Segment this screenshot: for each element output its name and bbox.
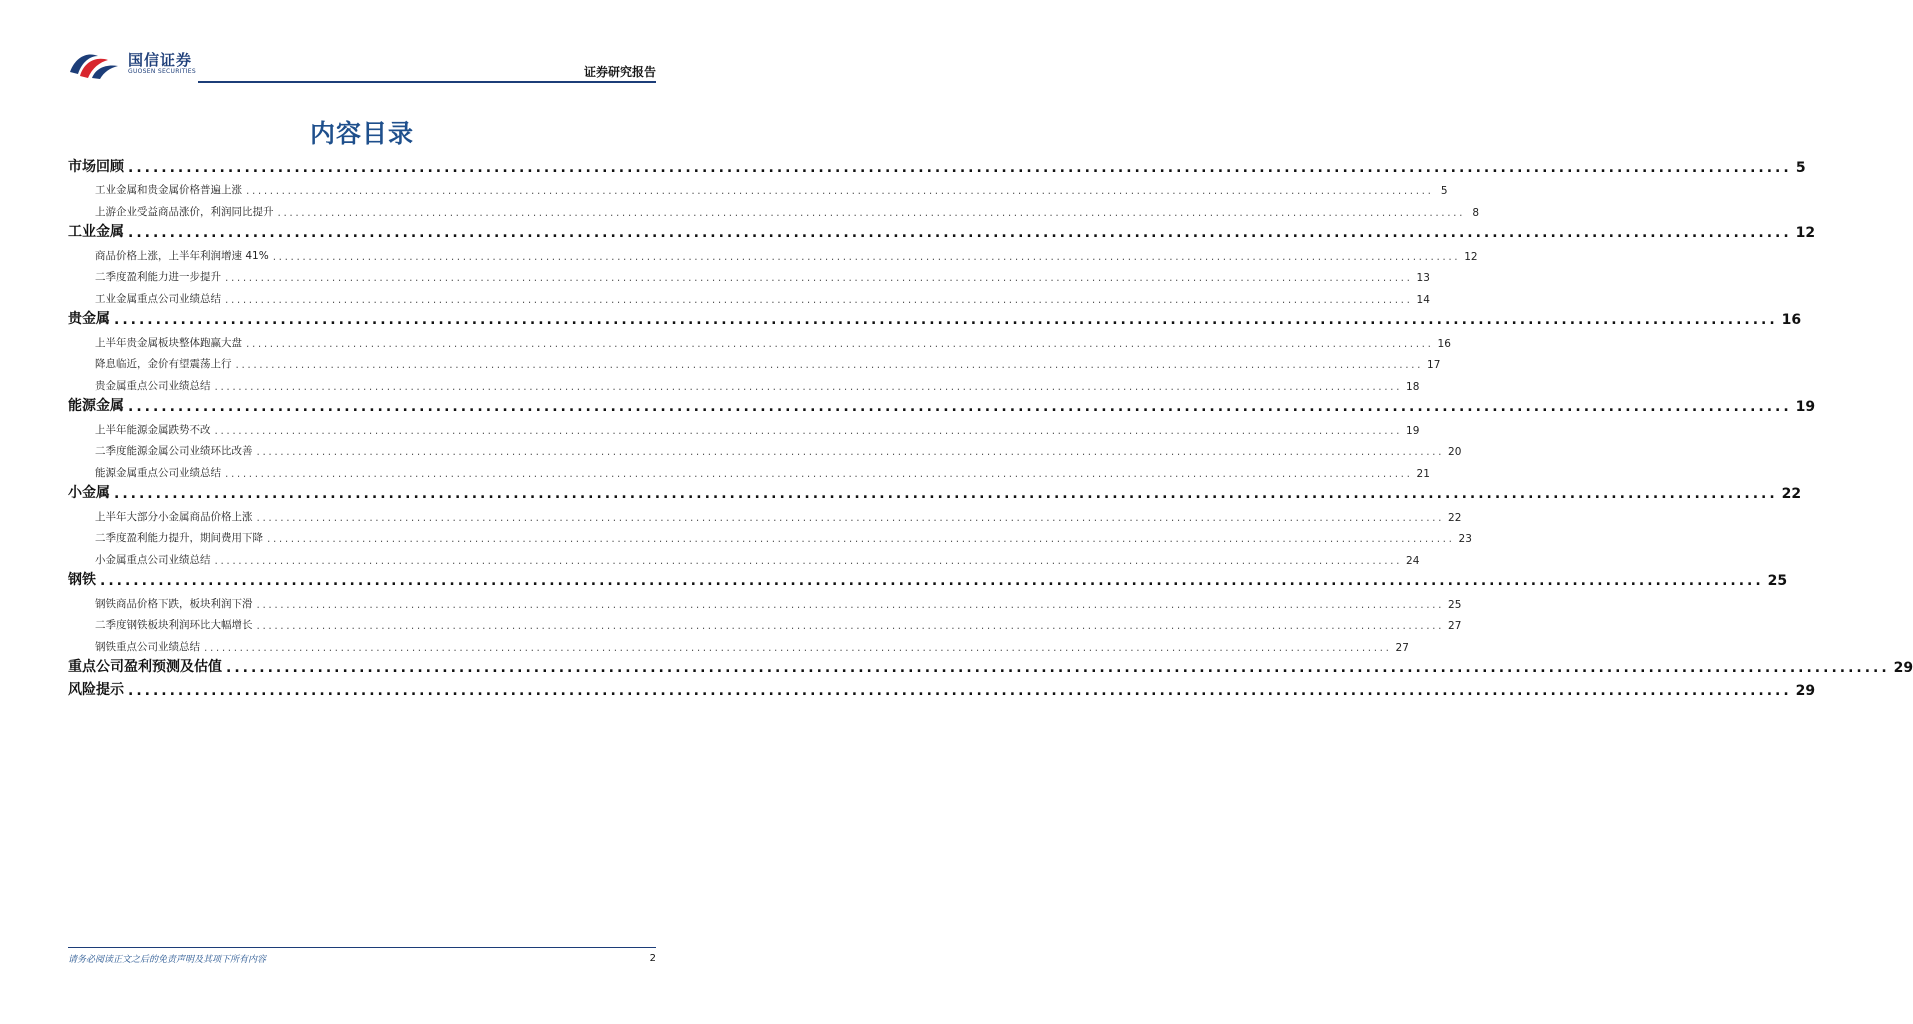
toc-entry-label: 二季度钢铁板块利润环比大幅增长 [95, 619, 253, 631]
toc-entry-label: 贵金属 [68, 311, 110, 327]
toc-entry-page: 8 [1472, 206, 1480, 219]
toc-subsection-entry[interactable] [68, 197, 1480, 219]
toc-entry-page: 12 [1464, 250, 1478, 263]
logo-chinese-name: 国信证券 [128, 51, 193, 69]
toc-entry-label: 钢铁商品价格下跌，板块利润下滑 [95, 597, 253, 610]
toc-dot-leader: ........................................................................................................................................................................................................ [226, 660, 1890, 676]
toc-subsection-entry[interactable] [68, 632, 1409, 654]
toc-dot-leader: ........................................................................................................................................................................................................ [267, 533, 1455, 545]
toc-entry-label: 钢铁 [68, 572, 96, 588]
toc-entry-page: 13 [1416, 272, 1430, 284]
page-header [68, 48, 656, 88]
toc-subsection-entry[interactable] [68, 502, 1462, 524]
toc-entry-page: 5 [1440, 185, 1448, 197]
toc-entry-page: 27 [1448, 620, 1462, 632]
toc-entry-label: 贵金属重点公司业绩总结 [95, 379, 211, 392]
toc-subsection-entry[interactable] [68, 589, 1462, 611]
toc-entry-page: 16 [1781, 312, 1802, 328]
toc-entry-label: 上半年能源金属跌势不改 [95, 423, 211, 436]
toc-entry-page: 19 [1406, 424, 1420, 437]
toc-entry-page: 19 [1795, 399, 1816, 415]
toc-dot-leader: ........................................................................................................................................................................................................ [225, 293, 1413, 306]
toc-entry-label: 重点公司盈利预测及估值 [68, 659, 222, 675]
toc-subsection-entry[interactable] [68, 328, 1451, 350]
toc-entry-label: 能源金属重点公司业绩总结 [95, 466, 221, 479]
toc-dot-leader: ........................................................................................................................................................................................................ [256, 620, 1445, 632]
toc-dot-leader: ........................................................................................................................................................................................................ [128, 159, 1792, 176]
toc-entry-page: 29 [1795, 682, 1816, 699]
table-of-contents [68, 153, 1913, 699]
toc-section-entry[interactable] [68, 306, 1802, 329]
toc-entry-label: 风险提示 [68, 681, 124, 698]
toc-entry-label: 工业金属 [68, 224, 124, 240]
toc-section-entry[interactable] [68, 567, 1788, 590]
toc-dot-leader: ........................................................................................................................................................................................................ [214, 424, 1403, 437]
toc-dot-leader: ........................................................................................................................................................................................................ [225, 272, 1413, 284]
toc-entry-label: 商品价格上涨，上半年利润增速 41% [95, 249, 269, 262]
page-number: 2 [649, 953, 656, 964]
toc-entry-label: 小金属 [68, 485, 110, 501]
toc-entry-page: 12 [1795, 225, 1816, 241]
toc-dot-leader: ........................................................................................................................................................................................................ [235, 359, 1424, 371]
toc-entry-label: 钢铁重点公司业绩总结 [95, 640, 200, 653]
toc-dot-leader: ........................................................................................................................................................................................................ [272, 250, 1461, 263]
footer-divider [68, 947, 656, 948]
toc-subsection-entry[interactable] [68, 284, 1430, 306]
toc-dot-leader: ........................................................................................................................................................................................................ [256, 598, 1445, 611]
toc-dot-leader: ........................................................................................................................................................................................................ [100, 573, 1764, 589]
toc-subsection-entry[interactable] [68, 545, 1420, 567]
toc-entry-label: 市场回顾 [68, 158, 124, 175]
toc-dot-leader: ........................................................................................................................................................................................................ [256, 511, 1445, 524]
toc-entry-page: 24 [1406, 554, 1420, 567]
toc-dot-leader: ........................................................................................................................................................................................................ [225, 467, 1413, 480]
guosen-logo-icon [68, 48, 122, 80]
toc-section-entry[interactable] [68, 480, 1802, 503]
logo-english-name: GUOSEN SECURITIES [128, 68, 197, 75]
toc-entry-page: 22 [1448, 511, 1462, 524]
toc-entry-page: 29 [1893, 660, 1913, 676]
toc-entry-page: 16 [1437, 337, 1451, 350]
toc-title: 内容目录 [309, 119, 414, 148]
toc-entry-label: 工业金属和贵金属价格普遍上涨 [95, 184, 242, 196]
toc-dot-leader: ........................................................................................................................................................................................................ [114, 486, 1778, 502]
toc-section-entry[interactable] [68, 676, 1816, 699]
toc-entry-label: 上半年大部分小金属商品价格上涨 [95, 510, 253, 523]
toc-dot-leader: ........................................................................................................................................................................................................ [204, 641, 1392, 654]
toc-entry-page: 5 [1795, 159, 1806, 176]
toc-subsection-entry[interactable] [68, 371, 1420, 393]
report-type-label: 证券研究报告 [583, 65, 656, 79]
toc-dot-leader: ........................................................................................................................................................................................................ [214, 554, 1403, 567]
toc-entry-label: 降息临近，金价有望震荡上行 [95, 358, 232, 370]
toc-entry-label: 二季度盈利能力进一步提升 [95, 271, 221, 283]
toc-dot-leader: ........................................................................................................................................................................................................ [128, 399, 1792, 415]
toc-entry-page: 14 [1416, 293, 1430, 306]
toc-dot-leader: ........................................................................................................................................................................................................ [256, 446, 1445, 458]
toc-section-entry[interactable] [68, 393, 1816, 416]
toc-subsection-entry[interactable] [68, 437, 1462, 459]
toc-subsection-entry[interactable] [68, 458, 1430, 480]
toc-dot-leader: ........................................................................................................................................................................................................ [246, 185, 1434, 197]
toc-entry-page: 23 [1458, 533, 1472, 545]
toc-entry-page: 25 [1448, 598, 1462, 611]
toc-section-entry[interactable] [68, 219, 1816, 242]
guosen-logo [68, 48, 196, 80]
toc-entry-label: 工业金属重点公司业绩总结 [95, 292, 221, 305]
toc-dot-leader: ........................................................................................................................................................................................................ [114, 312, 1778, 328]
toc-entry-page: 18 [1406, 380, 1420, 393]
toc-subsection-entry[interactable] [68, 263, 1430, 285]
toc-entry-label: 上半年贵金属板块整体跑赢大盘 [95, 336, 242, 349]
toc-dot-leader: ........................................................................................................................................................................................................ [277, 206, 1466, 219]
toc-dot-leader: ........................................................................................................................................................................................................ [128, 682, 1792, 699]
toc-entry-page: 21 [1416, 467, 1430, 480]
toc-entry-page: 25 [1767, 573, 1788, 589]
toc-entry-label: 上游企业受益商品涨价，利润同比提升 [95, 205, 274, 218]
toc-entry-page: 17 [1427, 359, 1441, 371]
header-divider [198, 81, 656, 83]
toc-subsection-entry[interactable] [68, 524, 1472, 546]
toc-subsection-entry[interactable] [68, 415, 1420, 437]
toc-entry-page: 27 [1395, 641, 1409, 654]
toc-subsection-entry[interactable] [68, 241, 1478, 263]
toc-dot-leader: ........................................................................................................................................................................................................ [214, 380, 1403, 393]
toc-entry-label: 二季度盈利能力提升，期间费用下降 [95, 532, 263, 544]
toc-subsection-entry[interactable] [68, 350, 1441, 372]
toc-entry-page: 22 [1781, 486, 1802, 502]
toc-section-entry[interactable] [68, 654, 1913, 677]
toc-dot-leader: ........................................................................................................................................................................................................ [246, 337, 1434, 350]
toc-subsection-entry[interactable] [68, 176, 1448, 198]
footer-disclaimer: 请务必阅读正文之后的免责声明及其项下所有内容 [68, 955, 267, 965]
toc-section-entry[interactable] [68, 153, 1806, 176]
toc-entry-label: 能源金属 [68, 398, 124, 414]
toc-dot-leader: ........................................................................................................................................................................................................ [128, 225, 1792, 241]
toc-entry-label: 小金属重点公司业绩总结 [95, 553, 211, 566]
toc-entry-label: 二季度能源金属公司业绩环比改善 [95, 445, 253, 457]
toc-subsection-entry[interactable] [68, 611, 1462, 633]
toc-entry-page: 20 [1448, 446, 1462, 458]
